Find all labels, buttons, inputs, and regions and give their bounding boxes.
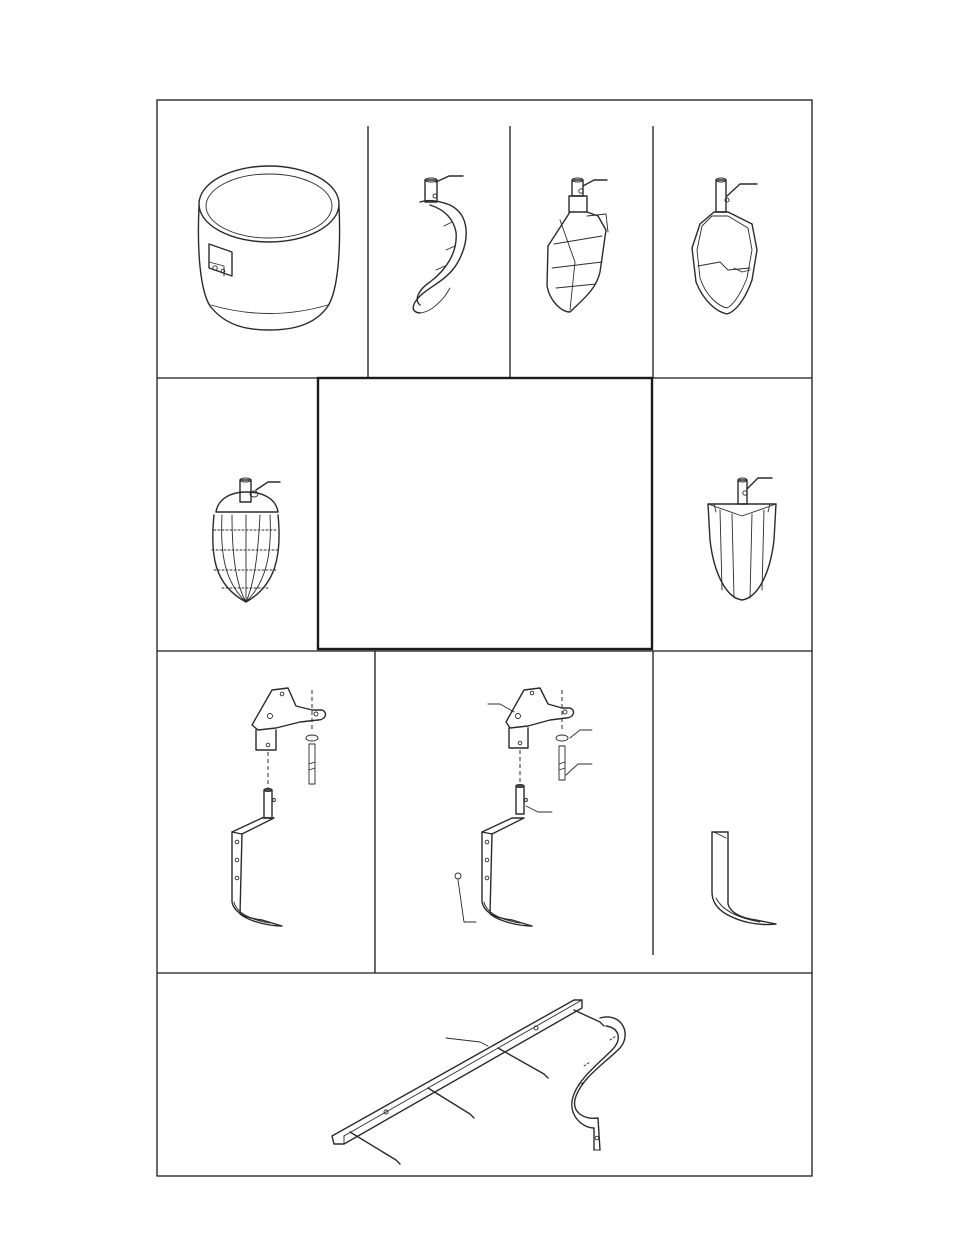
mixing-bowl-icon <box>198 166 339 330</box>
wire-whip-icon <box>212 478 280 602</box>
dough-hook-icon <box>413 176 466 313</box>
scraper-blade-icon <box>712 832 776 925</box>
wing-whip-icon <box>708 478 776 600</box>
pastry-knife-icon <box>547 178 608 312</box>
agitator-rack-icon <box>332 1000 625 1164</box>
bowl-scraper-assembly-icon <box>232 688 325 926</box>
bowl-scraper-exploded-icon <box>455 688 592 926</box>
blank-panel <box>318 378 652 649</box>
diagram-frame <box>157 100 812 1176</box>
flat-beater-icon <box>692 178 757 314</box>
